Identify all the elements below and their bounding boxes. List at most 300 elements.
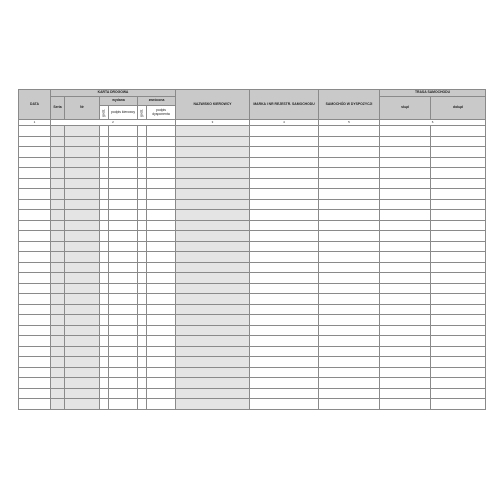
table-cell[interactable]: [250, 262, 319, 273]
table-cell[interactable]: [19, 220, 51, 231]
table-cell[interactable]: [319, 189, 380, 200]
table-cell[interactable]: [100, 357, 109, 368]
table-cell[interactable]: [51, 231, 65, 242]
table-cell[interactable]: [109, 378, 138, 389]
table-cell[interactable]: [19, 273, 51, 284]
table-cell[interactable]: [19, 147, 51, 158]
table-cell[interactable]: [319, 262, 380, 273]
table-cell[interactable]: [250, 336, 319, 347]
table-cell[interactable]: [138, 157, 147, 168]
table-cell[interactable]: [19, 136, 51, 147]
table-cell[interactable]: [100, 325, 109, 336]
table-cell[interactable]: [250, 294, 319, 305]
table-cell[interactable]: [138, 399, 147, 410]
table-cell[interactable]: [380, 357, 431, 368]
table-cell[interactable]: [319, 126, 380, 137]
table-cell[interactable]: [176, 168, 250, 179]
table-cell[interactable]: [380, 210, 431, 221]
table-cell[interactable]: [319, 136, 380, 147]
table-cell[interactable]: [65, 388, 100, 399]
table-cell[interactable]: [147, 231, 176, 242]
table-cell[interactable]: [51, 273, 65, 284]
table-cell[interactable]: [176, 136, 250, 147]
table-cell[interactable]: [51, 283, 65, 294]
table-cell[interactable]: [176, 357, 250, 368]
table-cell[interactable]: [138, 189, 147, 200]
table-cell[interactable]: [100, 304, 109, 315]
table-cell[interactable]: [380, 325, 431, 336]
table-cell[interactable]: [100, 168, 109, 179]
table-cell[interactable]: [138, 168, 147, 179]
table-cell[interactable]: [380, 304, 431, 315]
table-cell[interactable]: [51, 178, 65, 189]
table-cell[interactable]: [176, 378, 250, 389]
table-cell[interactable]: [380, 367, 431, 378]
table-cell[interactable]: [51, 367, 65, 378]
table-cell[interactable]: [176, 157, 250, 168]
table-cell[interactable]: [431, 262, 486, 273]
table-cell[interactable]: [109, 304, 138, 315]
table-cell[interactable]: [250, 178, 319, 189]
table-cell[interactable]: [19, 231, 51, 242]
table-cell[interactable]: [176, 178, 250, 189]
table-cell[interactable]: [380, 147, 431, 158]
table-cell[interactable]: [431, 157, 486, 168]
table-cell[interactable]: [319, 304, 380, 315]
table-cell[interactable]: [19, 315, 51, 326]
table-cell[interactable]: [51, 147, 65, 158]
table-cell[interactable]: [65, 325, 100, 336]
table-cell[interactable]: [147, 147, 176, 158]
table-cell[interactable]: [250, 273, 319, 284]
table-cell[interactable]: [147, 315, 176, 326]
table-cell[interactable]: [147, 210, 176, 221]
table-cell[interactable]: [380, 262, 431, 273]
table-cell[interactable]: [100, 367, 109, 378]
table-cell[interactable]: [176, 315, 250, 326]
table-cell[interactable]: [176, 325, 250, 336]
table-cell[interactable]: [319, 346, 380, 357]
table-cell[interactable]: [380, 231, 431, 242]
table-cell[interactable]: [250, 283, 319, 294]
table-cell[interactable]: [176, 304, 250, 315]
table-cell[interactable]: [19, 126, 51, 137]
table-cell[interactable]: [380, 252, 431, 263]
table-cell[interactable]: [319, 315, 380, 326]
table-cell[interactable]: [147, 157, 176, 168]
table-cell[interactable]: [65, 189, 100, 200]
table-cell[interactable]: [65, 157, 100, 168]
table-cell[interactable]: [138, 304, 147, 315]
table-cell[interactable]: [19, 388, 51, 399]
table-cell[interactable]: [138, 136, 147, 147]
table-cell[interactable]: [176, 346, 250, 357]
table-cell[interactable]: [19, 304, 51, 315]
table-cell[interactable]: [250, 315, 319, 326]
table-cell[interactable]: [380, 378, 431, 389]
table-cell[interactable]: [19, 294, 51, 305]
table-cell[interactable]: [431, 220, 486, 231]
table-cell[interactable]: [176, 367, 250, 378]
table-cell[interactable]: [19, 157, 51, 168]
table-cell[interactable]: [109, 357, 138, 368]
table-cell[interactable]: [147, 357, 176, 368]
table-cell[interactable]: [100, 126, 109, 137]
table-cell[interactable]: [250, 388, 319, 399]
table-cell[interactable]: [109, 325, 138, 336]
table-cell[interactable]: [431, 136, 486, 147]
table-cell[interactable]: [19, 189, 51, 200]
table-cell[interactable]: [138, 178, 147, 189]
table-cell[interactable]: [176, 210, 250, 221]
table-cell[interactable]: [138, 252, 147, 263]
table-cell[interactable]: [109, 220, 138, 231]
table-cell[interactable]: [51, 157, 65, 168]
table-cell[interactable]: [147, 126, 176, 137]
table-cell[interactable]: [109, 231, 138, 242]
table-cell[interactable]: [250, 220, 319, 231]
table-cell[interactable]: [65, 147, 100, 158]
table-cell[interactable]: [380, 220, 431, 231]
table-cell[interactable]: [431, 199, 486, 210]
table-cell[interactable]: [380, 199, 431, 210]
table-cell[interactable]: [109, 315, 138, 326]
table-cell[interactable]: [431, 336, 486, 347]
table-cell[interactable]: [138, 220, 147, 231]
table-cell[interactable]: [109, 189, 138, 200]
table-cell[interactable]: [100, 157, 109, 168]
table-cell[interactable]: [138, 273, 147, 284]
table-cell[interactable]: [109, 136, 138, 147]
table-cell[interactable]: [319, 294, 380, 305]
table-cell[interactable]: [319, 147, 380, 158]
table-cell[interactable]: [51, 399, 65, 410]
table-cell[interactable]: [100, 346, 109, 357]
table-cell[interactable]: [319, 220, 380, 231]
table-cell[interactable]: [431, 399, 486, 410]
table-cell[interactable]: [380, 168, 431, 179]
table-cell[interactable]: [380, 241, 431, 252]
table-cell[interactable]: [109, 210, 138, 221]
table-cell[interactable]: [250, 147, 319, 158]
table-cell[interactable]: [65, 304, 100, 315]
table-cell[interactable]: [250, 136, 319, 147]
table-cell[interactable]: [109, 147, 138, 158]
table-cell[interactable]: [319, 199, 380, 210]
table-cell[interactable]: [176, 399, 250, 410]
table-cell[interactable]: [431, 315, 486, 326]
table-cell[interactable]: [19, 168, 51, 179]
table-cell[interactable]: [100, 294, 109, 305]
table-cell[interactable]: [51, 304, 65, 315]
table-cell[interactable]: [65, 346, 100, 357]
table-cell[interactable]: [147, 346, 176, 357]
table-cell[interactable]: [51, 199, 65, 210]
table-cell[interactable]: [176, 388, 250, 399]
table-cell[interactable]: [250, 126, 319, 137]
table-cell[interactable]: [51, 252, 65, 263]
table-cell[interactable]: [250, 168, 319, 179]
table-cell[interactable]: [176, 283, 250, 294]
table-cell[interactable]: [431, 294, 486, 305]
table-cell[interactable]: [109, 199, 138, 210]
table-cell[interactable]: [19, 210, 51, 221]
table-cell[interactable]: [380, 283, 431, 294]
table-cell[interactable]: [431, 168, 486, 179]
table-cell[interactable]: [65, 336, 100, 347]
table-cell[interactable]: [431, 210, 486, 221]
table-cell[interactable]: [65, 136, 100, 147]
table-cell[interactable]: [109, 241, 138, 252]
table-cell[interactable]: [380, 399, 431, 410]
table-cell[interactable]: [319, 178, 380, 189]
table-cell[interactable]: [319, 168, 380, 179]
table-cell[interactable]: [65, 357, 100, 368]
table-cell[interactable]: [19, 336, 51, 347]
table-cell[interactable]: [65, 241, 100, 252]
table-cell[interactable]: [65, 178, 100, 189]
table-cell[interactable]: [51, 168, 65, 179]
table-cell[interactable]: [319, 367, 380, 378]
table-cell[interactable]: [138, 346, 147, 357]
table-cell[interactable]: [147, 336, 176, 347]
table-cell[interactable]: [51, 189, 65, 200]
table-cell[interactable]: [176, 199, 250, 210]
table-cell[interactable]: [319, 399, 380, 410]
table-cell[interactable]: [176, 231, 250, 242]
table-cell[interactable]: [19, 178, 51, 189]
table-cell[interactable]: [100, 231, 109, 242]
table-cell[interactable]: [147, 241, 176, 252]
table-cell[interactable]: [100, 273, 109, 284]
table-cell[interactable]: [19, 199, 51, 210]
table-cell[interactable]: [109, 252, 138, 263]
table-cell[interactable]: [65, 210, 100, 221]
table-cell[interactable]: [138, 199, 147, 210]
table-cell[interactable]: [176, 220, 250, 231]
table-cell[interactable]: [380, 178, 431, 189]
table-cell[interactable]: [138, 147, 147, 158]
table-cell[interactable]: [431, 147, 486, 158]
table-cell[interactable]: [109, 336, 138, 347]
table-cell[interactable]: [147, 283, 176, 294]
table-cell[interactable]: [138, 315, 147, 326]
table-cell[interactable]: [19, 252, 51, 263]
table-cell[interactable]: [250, 325, 319, 336]
table-cell[interactable]: [319, 283, 380, 294]
table-cell[interactable]: [19, 367, 51, 378]
table-cell[interactable]: [250, 231, 319, 242]
table-cell[interactable]: [65, 220, 100, 231]
table-cell[interactable]: [147, 136, 176, 147]
table-cell[interactable]: [250, 157, 319, 168]
table-cell[interactable]: [319, 378, 380, 389]
table-cell[interactable]: [147, 199, 176, 210]
table-cell[interactable]: [51, 315, 65, 326]
table-cell[interactable]: [380, 126, 431, 137]
table-cell[interactable]: [431, 388, 486, 399]
table-cell[interactable]: [109, 262, 138, 273]
table-cell[interactable]: [109, 126, 138, 137]
table-cell[interactable]: [51, 336, 65, 347]
table-cell[interactable]: [319, 241, 380, 252]
table-cell[interactable]: [100, 147, 109, 158]
table-cell[interactable]: [100, 241, 109, 252]
table-cell[interactable]: [431, 126, 486, 137]
table-cell[interactable]: [380, 336, 431, 347]
table-cell[interactable]: [51, 357, 65, 368]
table-cell[interactable]: [109, 346, 138, 357]
table-cell[interactable]: [147, 399, 176, 410]
table-cell[interactable]: [51, 126, 65, 137]
table-cell[interactable]: [65, 367, 100, 378]
table-cell[interactable]: [147, 388, 176, 399]
table-cell[interactable]: [138, 336, 147, 347]
table-cell[interactable]: [138, 283, 147, 294]
table-cell[interactable]: [19, 357, 51, 368]
table-cell[interactable]: [380, 388, 431, 399]
table-cell[interactable]: [380, 315, 431, 326]
table-cell[interactable]: [250, 210, 319, 221]
table-cell[interactable]: [250, 199, 319, 210]
table-cell[interactable]: [250, 367, 319, 378]
table-cell[interactable]: [138, 357, 147, 368]
table-cell[interactable]: [65, 283, 100, 294]
table-cell[interactable]: [19, 241, 51, 252]
table-cell[interactable]: [250, 241, 319, 252]
table-cell[interactable]: [147, 252, 176, 263]
table-cell[interactable]: [100, 262, 109, 273]
table-cell[interactable]: [147, 178, 176, 189]
table-cell[interactable]: [51, 210, 65, 221]
table-cell[interactable]: [431, 304, 486, 315]
table-cell[interactable]: [100, 388, 109, 399]
table-cell[interactable]: [51, 220, 65, 231]
table-cell[interactable]: [176, 273, 250, 284]
table-cell[interactable]: [65, 199, 100, 210]
table-cell[interactable]: [65, 262, 100, 273]
table-cell[interactable]: [51, 325, 65, 336]
table-cell[interactable]: [19, 262, 51, 273]
table-cell[interactable]: [19, 346, 51, 357]
table-cell[interactable]: [65, 126, 100, 137]
table-cell[interactable]: [100, 199, 109, 210]
table-cell[interactable]: [100, 178, 109, 189]
table-cell[interactable]: [250, 357, 319, 368]
table-cell[interactable]: [109, 168, 138, 179]
table-cell[interactable]: [51, 388, 65, 399]
table-cell[interactable]: [19, 378, 51, 389]
table-cell[interactable]: [65, 273, 100, 284]
table-cell[interactable]: [250, 378, 319, 389]
table-cell[interactable]: [431, 346, 486, 357]
table-cell[interactable]: [65, 252, 100, 263]
table-cell[interactable]: [176, 294, 250, 305]
table-cell[interactable]: [100, 220, 109, 231]
table-cell[interactable]: [100, 336, 109, 347]
table-cell[interactable]: [100, 189, 109, 200]
table-cell[interactable]: [65, 378, 100, 389]
table-cell[interactable]: [380, 294, 431, 305]
table-cell[interactable]: [100, 378, 109, 389]
table-cell[interactable]: [138, 294, 147, 305]
table-cell[interactable]: [431, 189, 486, 200]
table-cell[interactable]: [138, 262, 147, 273]
table-cell[interactable]: [431, 357, 486, 368]
table-cell[interactable]: [109, 399, 138, 410]
table-cell[interactable]: [109, 294, 138, 305]
table-cell[interactable]: [19, 325, 51, 336]
table-cell[interactable]: [19, 283, 51, 294]
table-cell[interactable]: [138, 126, 147, 137]
table-cell[interactable]: [147, 168, 176, 179]
table-cell[interactable]: [431, 283, 486, 294]
table-cell[interactable]: [109, 367, 138, 378]
table-cell[interactable]: [138, 325, 147, 336]
table-cell[interactable]: [319, 231, 380, 242]
table-cell[interactable]: [100, 283, 109, 294]
table-cell[interactable]: [380, 273, 431, 284]
table-cell[interactable]: [176, 262, 250, 273]
table-cell[interactable]: [65, 315, 100, 326]
table-cell[interactable]: [431, 178, 486, 189]
table-cell[interactable]: [250, 346, 319, 357]
table-cell[interactable]: [319, 273, 380, 284]
table-cell[interactable]: [176, 147, 250, 158]
table-cell[interactable]: [147, 378, 176, 389]
table-cell[interactable]: [250, 189, 319, 200]
table-cell[interactable]: [138, 241, 147, 252]
table-cell[interactable]: [176, 241, 250, 252]
table-cell[interactable]: [51, 378, 65, 389]
table-cell[interactable]: [431, 367, 486, 378]
table-cell[interactable]: [65, 168, 100, 179]
table-cell[interactable]: [319, 336, 380, 347]
table-cell[interactable]: [176, 252, 250, 263]
table-cell[interactable]: [319, 325, 380, 336]
table-cell[interactable]: [250, 252, 319, 263]
table-cell[interactable]: [250, 399, 319, 410]
table-cell[interactable]: [147, 304, 176, 315]
table-cell[interactable]: [19, 399, 51, 410]
table-cell[interactable]: [176, 189, 250, 200]
table-cell[interactable]: [109, 157, 138, 168]
table-cell[interactable]: [138, 210, 147, 221]
table-cell[interactable]: [51, 294, 65, 305]
table-cell[interactable]: [147, 273, 176, 284]
table-cell[interactable]: [380, 136, 431, 147]
table-cell[interactable]: [138, 231, 147, 242]
table-cell[interactable]: [431, 231, 486, 242]
table-cell[interactable]: [319, 157, 380, 168]
table-cell[interactable]: [147, 367, 176, 378]
table-cell[interactable]: [147, 220, 176, 231]
table-cell[interactable]: [109, 283, 138, 294]
table-cell[interactable]: [431, 252, 486, 263]
table-cell[interactable]: [147, 189, 176, 200]
table-cell[interactable]: [100, 136, 109, 147]
table-cell[interactable]: [51, 262, 65, 273]
table-cell[interactable]: [138, 367, 147, 378]
table-cell[interactable]: [319, 357, 380, 368]
table-cell[interactable]: [431, 325, 486, 336]
table-cell[interactable]: [176, 336, 250, 347]
table-cell[interactable]: [100, 252, 109, 263]
table-cell[interactable]: [100, 399, 109, 410]
table-cell[interactable]: [431, 273, 486, 284]
table-cell[interactable]: [147, 325, 176, 336]
table-cell[interactable]: [109, 178, 138, 189]
